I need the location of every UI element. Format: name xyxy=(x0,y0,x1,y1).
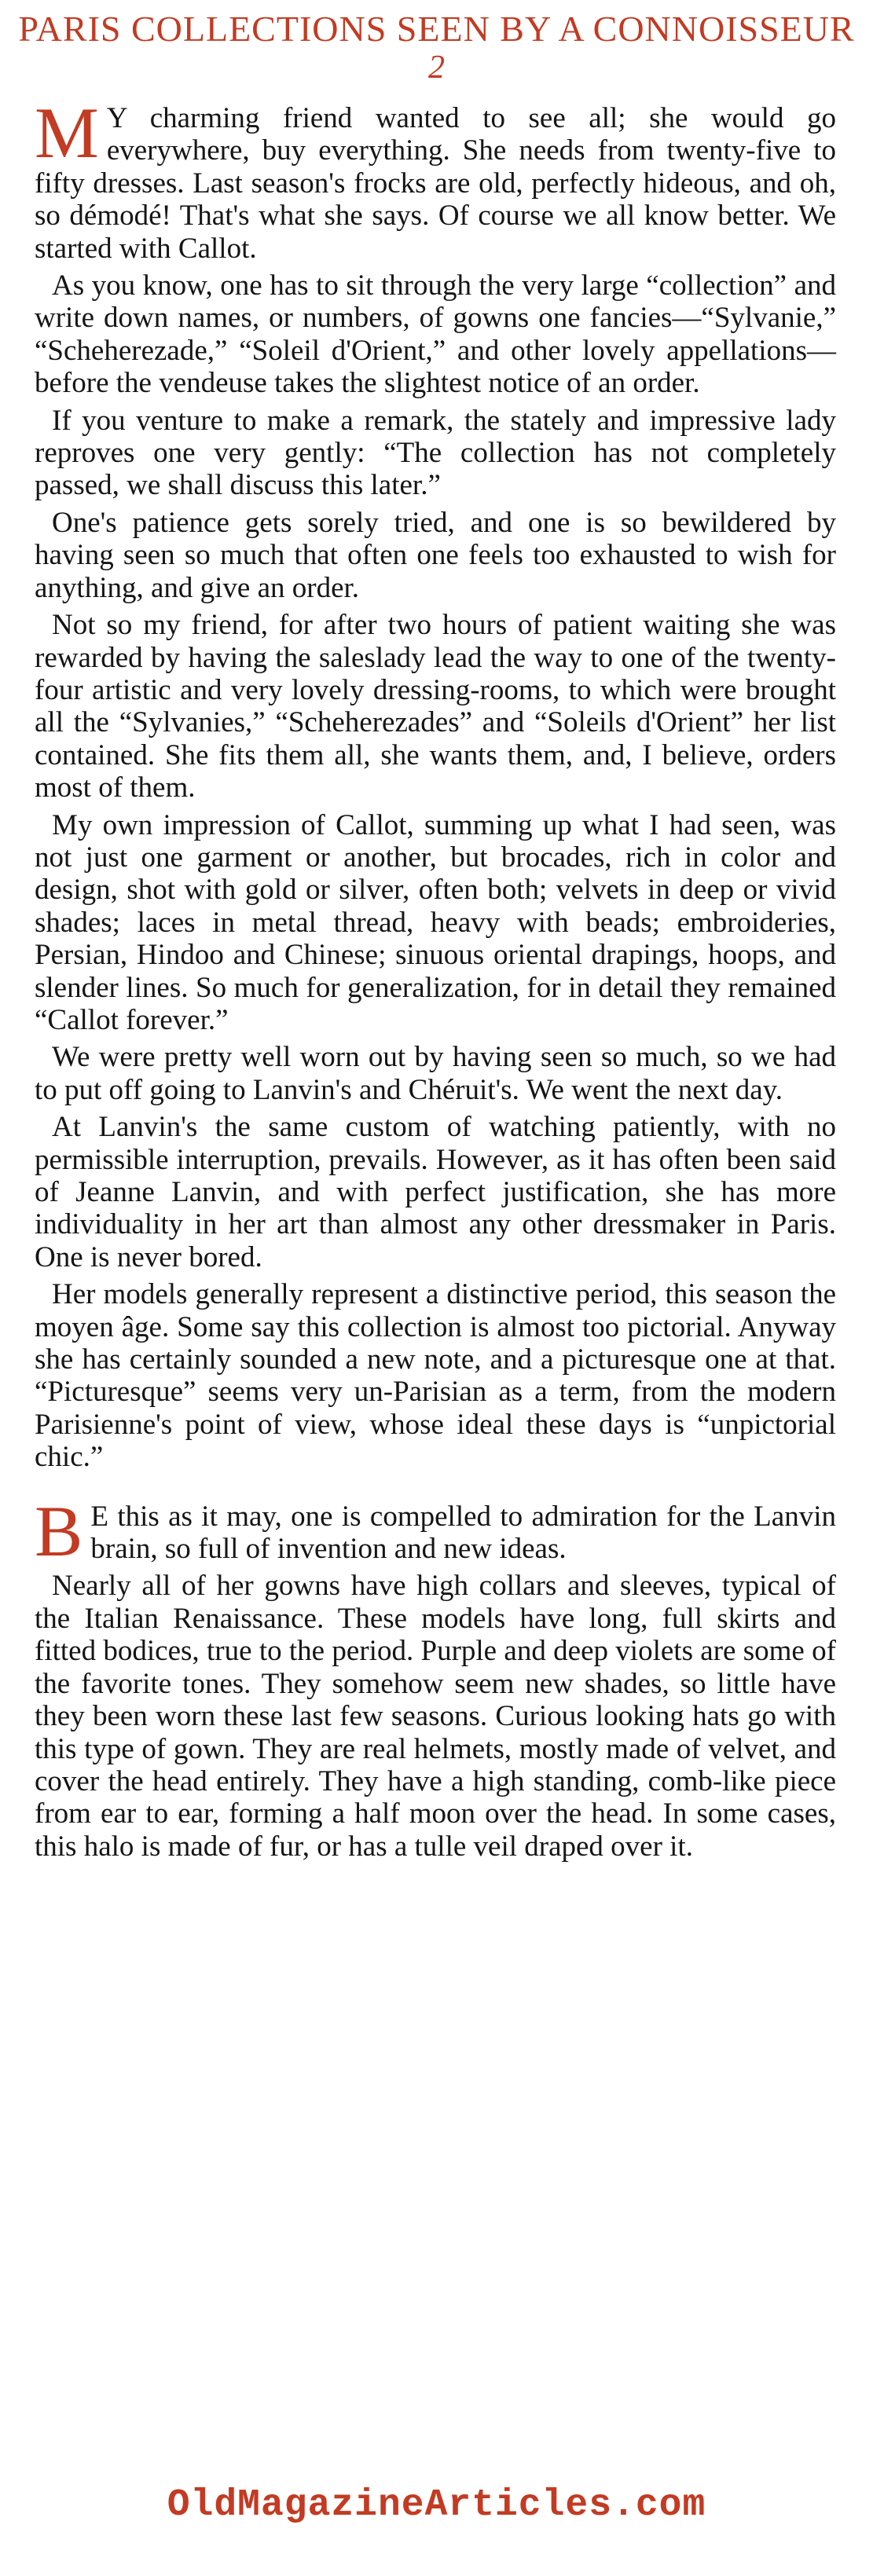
section-divider-space xyxy=(35,1479,836,1501)
article-paragraph-5: Not so my friend, for after two hours of patient waiting she was rewarded by having the saleslady lead the way to one of the twenty-four artistic and very lovely dressing-rooms, to which were brought all the “Sylvanies,” “Scheherezades” and “Soleils d'Orient” her list contained. She fits them all, she wants them, and, I believe, orders most of them. xyxy=(35,609,836,804)
article-paragraph-7: We were pretty well worn out by having seen so much, so we had to put off going to Lanvin's and Chéruit's. We went the next day. xyxy=(35,1041,836,1106)
article-body xyxy=(35,93,836,1867)
page-number: 2 xyxy=(428,49,445,86)
article-paragraph-8: At Lanvin's the same custom of watching patiently, with no permissible interruption, prevails. However, as it has often been said of Jeanne Lanvin, and with perfect justification, she has more individuality in her art than almost any other dressmaker in Paris. One is never bored. xyxy=(35,1111,836,1273)
article-paragraph-11: Nearly all of her gowns have high collars and sleeves, typical of the Italian Renaissance. These models have long, full skirts and fitted bodices, true to the period. Purple and deep violets are some of the favorite tones. They somehow seem new shades, so little have they been worn these last few seasons. Curious looking hats go with this type of gown. They are real helmets, mostly made of velvet, and cover the head entirely. They have a high standing, comb-like piece from ear to ear, forming a half moon over the head. In some cases, this halo is made of fur, or has a tulle veil draped over it. xyxy=(35,1570,836,1863)
article-paragraph-10 xyxy=(35,1490,836,1571)
drop-cap-b: B xyxy=(35,1490,83,1571)
watermark-footer: OldMagazineArticles.com xyxy=(167,2484,706,2527)
paragraph-text: E this as it may, one is compelled to admiration for the Lanvin brain, so full of invention and new ideas. xyxy=(90,1500,836,1566)
page-header-title: PARIS COLLECTIONS SEEN BY A CONNOISSEUR xyxy=(18,9,855,49)
article-paragraph-9: Her models generally represent a distinctive period, this season the moyen âge. Some say this collection is almost too pictorial. Anyway she has certainly sounded a new note, and a picturesque one at that. “Picturesque” seems very un-Parisian as a term, from the modern Parisienne's point of view, whose ideal these days is “unpictorial chic.” xyxy=(35,1278,836,1474)
article-paragraph-4: One's patience gets sorely tried, and one is so bewildered by having seen so much that often one feels too exhausted to wish for anything, and give an order. xyxy=(35,506,836,604)
article-paragraph-6: My own impression of Callot, summing up what I had seen, was not just one garment or another, but brocades, rich in color and design, shot with gold or silver, often both; velvets in deep or vivid shades; laces in metal thread, heavy with beads; embroideries, Persian, Hindoo and Chinese; sinuous oriental drapings, hoops, and slender lines. So much for generalization, for in detail they remained “Callot forever.” xyxy=(35,808,836,1036)
drop-cap-m: M xyxy=(35,93,99,173)
article-paragraph-3: If you venture to make a remark, the stately and impressive lady reproves one very gently: “The collection has not completely passed, we shall discuss this later.” xyxy=(35,404,836,502)
article-paragraph-2: As you know, one has to sit through the very large “collection” and write down names, or numbers, of gowns one fancies—“Sylvanie,” “Scheherezade,” “Soleil d'Orient,” and other lovely appellations—before the vendeuse takes the slightest notice of an order. xyxy=(35,269,836,400)
paragraph-text: Y charming friend wanted to see all; she would go everywhere, buy everything. She needs from twenty-five to fifty dresses. Last season's frocks are old, perfectly hideous, and oh, so démodé! That's what she says. Of course we all know better. We started with Callot. xyxy=(35,102,836,265)
article-paragraph-1 xyxy=(35,93,836,265)
